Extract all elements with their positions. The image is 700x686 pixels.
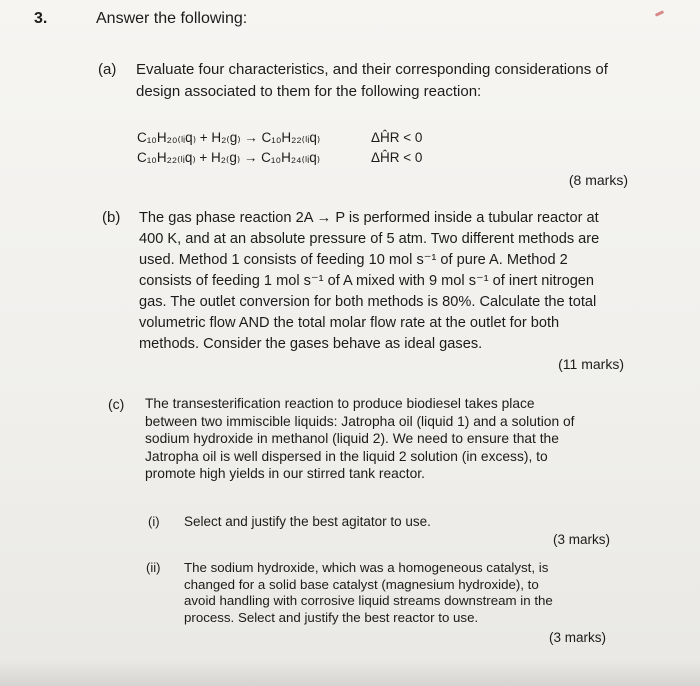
sub-i-label: (i) <box>148 514 160 529</box>
part-a-label: (a) <box>98 61 117 78</box>
part-b-line: methods. Consider the gases behave as ideal gases. <box>139 336 483 352</box>
sub-ii-marks: (3 marks) <box>549 630 606 645</box>
part-b-line: gas. The outlet conversion for both methods is 80%. Calculate the total <box>139 294 597 310</box>
part-a-marks: (8 marks) <box>568 172 628 188</box>
part-b-line: consists of feeding 1 mol s⁻¹ of A mixed with 9 mol s⁻¹ of inert nitrogen <box>139 273 595 289</box>
sub-ii-line: changed for a solid base catalyst (magnesium hydroxide), to <box>184 576 539 592</box>
part-b-line: 400 K, and at an absolute pressure of 5 atm. Two different methods are <box>139 231 600 247</box>
sub-ii-line: process. Select and justify the best reactor to use. <box>184 609 479 625</box>
part-b-label: (b) <box>102 209 121 226</box>
part-b-line: used. Method 1 consists of feeding 10 mol s⁻¹ of pure A. Method 2 <box>139 252 568 268</box>
enthalpy-2: ΔĤR < 0 <box>371 150 423 165</box>
sub-ii-label: (ii) <box>146 560 161 575</box>
paper-mark <box>655 10 664 17</box>
part-c-line: between two immiscible liquids: Jatropha oil (liquid 1) and a solution of <box>145 413 575 429</box>
reaction-1: C₁₀H₂₀₍ₗᵢq₎ + H₂₍g₎ → C₁₀H₂₂₍ₗᵢq₎ <box>137 130 321 145</box>
part-b-line: volumetric flow AND the total molar flow rate at the outlet for both <box>139 315 560 331</box>
part-c-text <box>145 395 574 483</box>
part-a-text-line1: Evaluate four characteristics, and their corresponding considerations of <box>136 61 608 78</box>
part-c-line: promote high yields in our stirred tank reactor. <box>145 466 425 482</box>
part-a-text-line2: design associated to them for the following reaction: <box>136 83 482 100</box>
enthalpy-1: ΔĤR < 0 <box>371 130 423 145</box>
sub-i-text: Select and justify the best agitator to use. <box>184 514 431 529</box>
reaction-2: C₁₀H₂₂₍ₗᵢq₎ + H₂₍g₎ → C₁₀H₂₄₍ₗᵢq₎ <box>137 150 321 165</box>
sub-ii-text <box>184 560 553 626</box>
question-title: Answer the following: <box>96 10 248 27</box>
sub-ii-line: The sodium hydroxide, which was a homogeneous catalyst, is <box>184 560 549 575</box>
sub-i-marks: (3 marks) <box>553 532 610 547</box>
sub-ii-line: avoid handling with corrosive liquid streams downstream in the <box>184 593 553 609</box>
part-c-line: Jatropha oil is well dispersed in the liquid 2 solution (in excess), to <box>145 448 548 464</box>
part-b-text <box>139 208 599 355</box>
part-b-line: The gas phase reaction 2A → P is performed inside a tubular reactor at <box>139 210 599 226</box>
part-b-marks: (11 marks) <box>558 356 624 372</box>
part-c-line: sodium hydroxide in methanol (liquid 2). We need to ensure that the <box>145 431 559 447</box>
part-c-label: (c) <box>108 396 125 412</box>
question-number: 3. <box>34 10 48 27</box>
part-c-line: The transesterification reaction to produce biodiesel takes place <box>145 396 535 411</box>
page-shadow <box>0 660 700 686</box>
